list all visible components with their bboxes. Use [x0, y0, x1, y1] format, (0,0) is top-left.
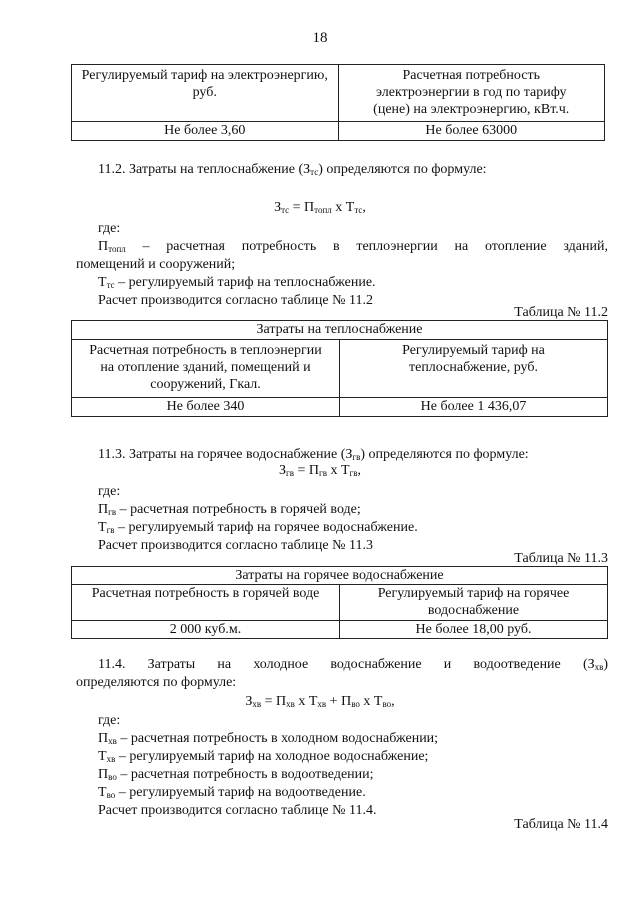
- table-caption: Таблица № 11.2: [514, 305, 608, 320]
- table-cell: Не более 3,60: [72, 122, 339, 141]
- header-demand: Расчетная потребность в горячей воде: [72, 585, 340, 621]
- table-cell: Не более 340: [72, 398, 340, 417]
- table-title: Затраты на теплоснабжение: [72, 321, 608, 340]
- table-caption: Таблица № 11.4: [514, 817, 608, 832]
- definition-drainage-demand: $П_{во}$ – расчетная потребность в водоотведении;: [98, 767, 374, 782]
- table-header-row: [72, 340, 608, 398]
- definition-heat-tariff: $Т_{тс}$ – регулируемый тариф на теплоснабжение.: [98, 275, 376, 290]
- table-title: Затраты на горячее водоснабжение: [72, 567, 608, 585]
- formula-heat: $З_{тс} = П_{топл}$ х $Т_{тс}$,: [274, 200, 366, 215]
- hot-water-table: [71, 566, 608, 639]
- header-tariff: Регулируемый тариф на теплоснабжение, руб.: [340, 340, 608, 398]
- where-label: где:: [98, 484, 121, 499]
- table-row: [72, 122, 605, 141]
- formula-hot-water: $З_{гв} = П_{гв}$ х $Т_{гв}$,: [279, 463, 361, 478]
- table-row: [72, 621, 608, 639]
- calc-note: Расчет производится согласно таблице № 11.3: [98, 538, 373, 553]
- calc-note: Расчет производится согласно таблице № 11.4.: [98, 803, 377, 818]
- table-caption: Таблица № 11.3: [514, 551, 608, 566]
- where-label: где:: [98, 713, 121, 728]
- table-header-row: [72, 65, 605, 122]
- section-11-2-intro: 11.2. Затраты на теплоснабжение $(З_{тс})$ определяются по формуле:: [98, 162, 487, 177]
- definition-hot-water-tariff: $Т_{гв}$ – регулируемый тариф на горячее водоснабжение.: [98, 520, 418, 535]
- section-11-3-intro: 11.3. Затраты на горячее водоснабжение $(З_{гв})$ определяются по формуле:: [98, 447, 529, 462]
- table-title-row: [72, 321, 608, 340]
- table-title-row: [72, 567, 608, 585]
- page-number: 18: [312, 30, 328, 46]
- definition-drainage-tariff: $Т_{во}$ – регулируемый тариф на водоотведение.: [98, 785, 366, 800]
- table-cell: 2 000 куб.м.: [72, 621, 340, 639]
- where-label: где:: [98, 221, 121, 236]
- section-11-4-intro-line2: определяются по формуле:: [76, 675, 237, 690]
- header-demand: Расчетная потребность в теплоэнергии на отопление зданий, помещений и сооружений, Гкал.: [72, 340, 340, 398]
- definition-heat-demand-line2: помещений и сооружений;: [76, 257, 236, 272]
- table-cell: Не более 1 436,07: [340, 398, 608, 417]
- section-11-4-intro: 11.4. Затраты на холодное водоснабжение и водоотведение $(З_{хв})$: [98, 657, 609, 672]
- calc-note: Расчет производится согласно таблице № 11.2: [98, 293, 373, 308]
- header-tariff: Регулируемый тариф на горячее водоснабжение: [340, 585, 608, 621]
- heat-table: [71, 320, 608, 417]
- definition-cold-water-demand: $П_{хв}$ – расчетная потребность в холодном водоснабжении;: [98, 731, 439, 746]
- definition-heat-demand: $П_{топл}$ – расчетная потребность в теплоэнергии на отопление зданий,: [98, 239, 608, 254]
- header-tariff: Регулируемый тариф на электроэнергию, руб.: [72, 65, 339, 122]
- definition-cold-water-tariff: $Т_{хв}$ – регулируемый тариф на холодное водоснабжение;: [98, 749, 429, 764]
- formula-cold-water: $З_{хв} = П_{хв}$ х $Т_{хв} + П_{во}$ х $Т_{во}$,: [245, 694, 395, 709]
- electricity-table: [71, 64, 605, 141]
- definition-hot-water-demand: $П_{гв}$ – расчетная потребность в горячей воде;: [98, 502, 361, 517]
- table-header-row: [72, 585, 608, 621]
- table-cell: Не более 18,00 руб.: [340, 621, 608, 639]
- table-row: [72, 398, 608, 417]
- header-consumption: Расчетная потребность электроэнергии в год по тарифу (цене) на электроэнергию, кВт.ч.: [338, 65, 605, 122]
- table-cell: Не более 63000: [338, 122, 605, 141]
